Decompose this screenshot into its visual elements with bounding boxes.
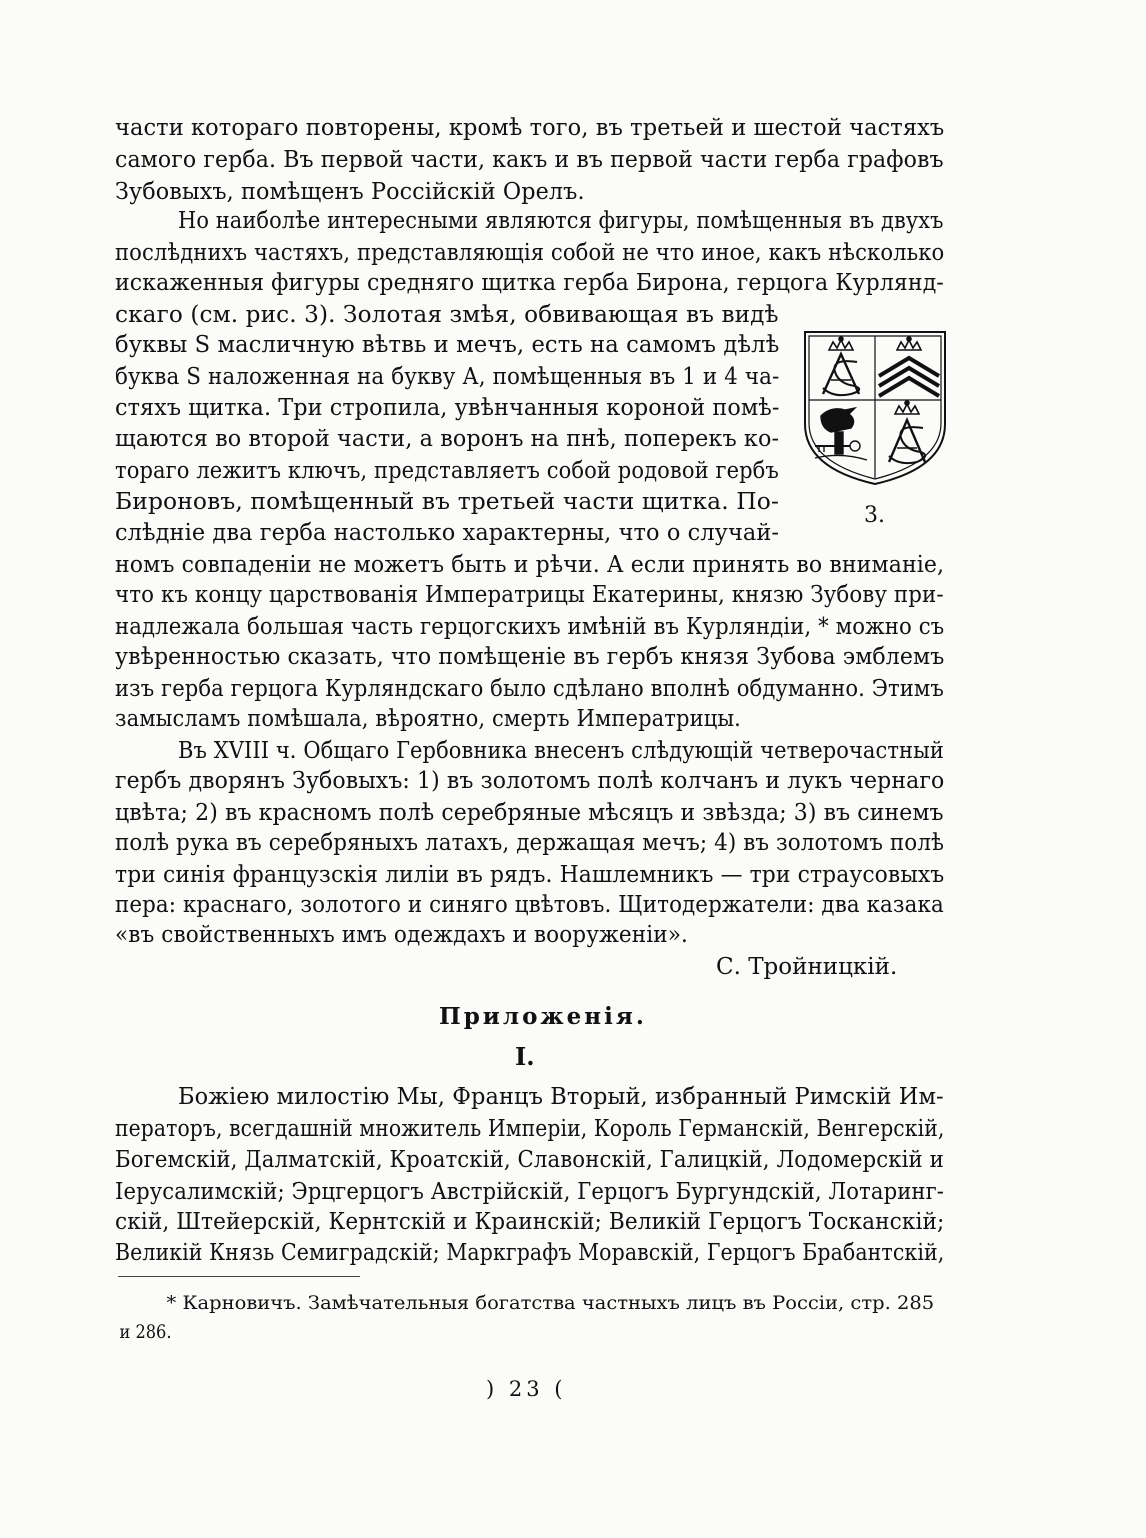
text-line: Великiй Князь Семиградскiй; Маркграфъ Моравскiй, Герцогъ Брабантскiй, [115,1240,945,1266]
appendix-number: I. [515,1042,535,1071]
quarter-3-raven [815,408,867,460]
text-line: скiй, Штейерскiй, Кернтскiй и Краинскiй; Великiй Герцогъ Тосканскiй; [115,1209,945,1235]
footnote-line: и 286. [119,1321,172,1343]
text-line: что къ концу царствованiя Императрицы Екатерины, князю Зубову при- [115,582,944,608]
text-line: тораго лежитъ ключъ, представляетъ собой родовой гербъ [115,458,779,484]
quarter-2-chevrons [879,337,939,396]
text-line: Богемскiй, Далматскiй, Кроатскiй, Славонскiй, Галицкiй, Лодомерскiй и [115,1147,944,1173]
figure-caption: 3. [864,503,885,528]
text-line: слѣднiе два герба настолько характерны, что о случай- [115,520,780,546]
coat-of-arms-figure [801,328,949,488]
text-line: щаются во второй части, а воронъ на пнѣ, поперекъ ко- [115,426,780,452]
text-line: полѣ рука въ серебряныхъ латахъ, держащая мечъ; 4) въ золотомъ полѣ [115,830,945,856]
text-line: Божiею милостiю Мы, Францъ Вторый, избранный Римскiй Им- [178,1084,944,1110]
text-line: Зубовыхъ, помѣщенъ Россiйскiй Орелъ. [115,179,585,205]
appendix-heading: Приложенiя. [439,1003,647,1030]
text-line: Бироновъ, помѣщенный въ третьей части щитка. По- [115,489,779,515]
text-line: стяхъ щитка. Три стропила, увѣнчанныя короной помѣ- [115,395,780,421]
text-line: номъ совпаденiи не можетъ быть и рѣчи. А если принять во вниманiе, [115,552,945,578]
text-line: искаженныя фигуры средняго щитка герба Бирона, герцога Курлянд- [115,270,944,296]
text-line: послѣднихъ частяхъ, представляющiя собой не что иное, какъ нѣсколько [115,240,945,266]
text-line: части котораго повторены, кромѣ того, въ третьей и шестой частяхъ [115,115,945,141]
text-line: увѣренностью сказать, что помѣщенiе въ гербъ князя Зубова эмблемъ [115,644,945,670]
text-line: буква S наложенная на букву А, помѣщенныя въ 1 и 4 ча- [115,364,780,390]
page-number: ) 23 ( [486,1377,567,1401]
text-line: буквы S масличную вѣтвь и мечъ, есть на самомъ дѣлѣ [115,332,780,358]
text-line: «въ свойственныхъ имъ одеждахъ и вооруженiи». [115,922,688,948]
text-line: самого герба. Въ первой части, какъ и въ первой части герба графовъ [115,147,944,173]
text-line: надлежала большая часть герцогскихъ имѣнiй въ Курляндiи, * можно съ [115,614,945,640]
footnote-divider [118,1276,360,1277]
text-line: ператоръ, всегдашнiй множитель Имперiи, Король Германскiй, Венгерскiй, [115,1116,945,1142]
text-line: изъ герба герцога Курляндскаго было сдѣлано вполнѣ обдуманно. Этимъ [115,676,944,702]
quarter-4-monogram [889,401,925,463]
text-line: Въ XVIII ч. Общаго Гербовника внесенъ слѣдующiй четверочастный [178,738,944,764]
text-line: пера: краснаго, золотого и синяго цвѣтовъ. Щитодержатели: два казака [115,892,944,918]
footnote-line: * Карновичъ. Замѣчательныя богатства частныхъ лицъ въ Россiи, стр. 285 [166,1292,935,1314]
text-line: Но наиболѣе интересными являются фигуры, помѣщенныя въ двухъ [178,208,944,234]
text-line: цвѣта; 2) въ красномъ полѣ серебряные мѣсяцъ и звѣзда; 3) въ синемъ [115,800,944,826]
author-signature: С. Тройницкiй. [716,954,898,980]
text-line: три синiя французскiя лилiи въ рядъ. Нашлемникъ — три страусовыхъ [115,862,945,888]
text-line: скаго (см. рис. 3). Золотая змѣя, обвивающая въ видѣ [115,302,779,328]
text-line: гербъ дворянъ Зубовыхъ: 1) въ золотомъ полѣ колчанъ и лукъ чернаго [115,768,945,794]
text-line: Iерусалимскiй; Эрцгерцогъ Австрiйскiй, Герцогъ Бургундскiй, Лотаринг- [115,1179,945,1205]
text-line: замысламъ помѣшала, вѣроятно, смерть Императрицы. [115,706,741,732]
quarter-1-monogram [823,337,859,395]
